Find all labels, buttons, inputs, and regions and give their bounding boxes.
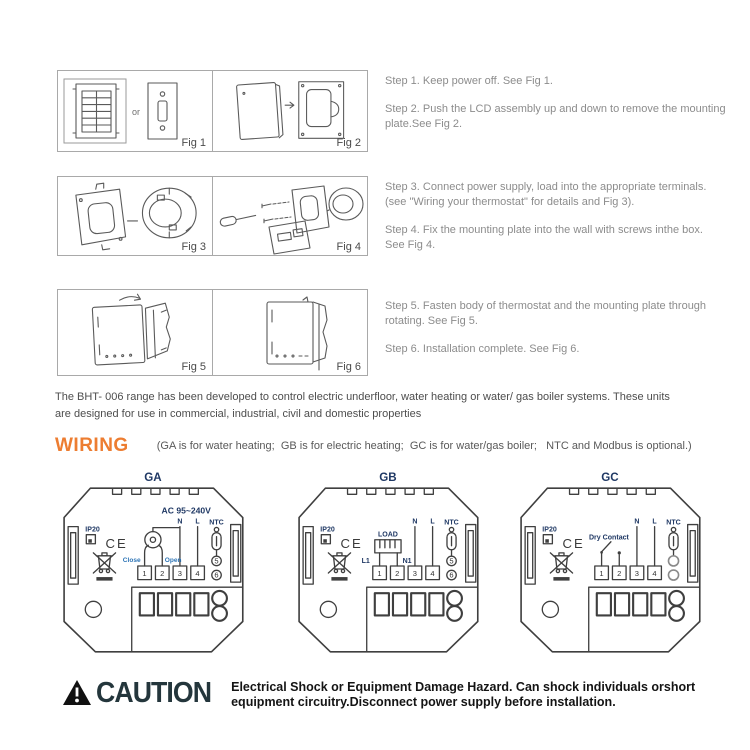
svg-text:5: 5 [449, 556, 454, 566]
product-description: The BHT- 006 range has been developed to control electric underfloor, water heating or water/ gas boiler systems. These units are designed for use in commercial, industrial, civil and domestic properties [55, 391, 670, 420]
warning-triangle-icon [62, 678, 92, 708]
svg-text:3: 3 [177, 569, 182, 579]
figure-fig5 [58, 290, 212, 375]
ip20-label: IP20 [85, 526, 100, 534]
gc-l-label: L [652, 518, 657, 526]
svg-text:NTC: NTC [444, 519, 459, 527]
ce-mark-icon: CE [562, 535, 585, 551]
step-2: Step 2. Push the LCD assembly up and down to remove the mounting plate.See Fig 2. [385, 103, 726, 130]
ga-close-label: Close [122, 556, 141, 564]
caution-word: CAUTION [96, 677, 212, 709]
gc-n-label: N [634, 518, 640, 526]
wiring-heading-row [55, 435, 692, 457]
svg-text:Dry Contact: Dry Contact [588, 534, 629, 542]
figure-fig3 [58, 177, 212, 255]
gb-l-label: L [430, 518, 435, 526]
wiring-diagram-ga [55, 468, 267, 670]
ga-l-label: L [195, 518, 200, 526]
svg-text:4: 4 [195, 569, 200, 579]
fig6-label: Fig 6 [336, 361, 361, 373]
ga-title: GA [144, 471, 162, 485]
figure-fig4 [212, 177, 367, 255]
ga-open-label: Open [164, 556, 182, 564]
ga-n-label: N [177, 518, 183, 526]
steps-1-2 [385, 74, 725, 145]
step-3: Step 3. Connect power supply, load into the appropriate terminals. (see "Wiring your thermostat" for details and Fig 3). [385, 181, 707, 208]
svg-text:3: 3 [412, 569, 417, 579]
fig3-label: Fig 3 [181, 241, 206, 253]
svg-text:6: 6 [214, 570, 219, 580]
caution-banner [62, 678, 695, 710]
ga-voltage-label: AC 95~240V [161, 505, 211, 516]
or-label: or [132, 107, 141, 117]
wiring-title: WIRING [55, 435, 129, 456]
gc-title: GC [601, 471, 619, 485]
svg-text:NTC: NTC [209, 519, 224, 527]
step-6: Step 6. Installation complete. See Fig 6. [385, 343, 580, 355]
svg-text:1: 1 [599, 569, 604, 579]
figure-fig1 [58, 71, 212, 151]
fig4-label: Fig 4 [336, 241, 361, 253]
svg-text:1: 1 [142, 569, 147, 579]
caution-text: Electrical Shock or Equipment Damage Hazard. Can shock individuals orshort equipment circuitry.Disconnect power supply before installation. [231, 680, 696, 709]
figure-box-row2 [57, 176, 368, 256]
svg-text:LOAD: LOAD [377, 531, 398, 539]
svg-text:4: 4 [430, 569, 435, 579]
figure-box-row3 [57, 289, 368, 376]
steps-5-6 [385, 299, 725, 370]
svg-text:NTC: NTC [666, 519, 681, 527]
gb-l1-label: L1 [361, 557, 370, 565]
fig1-label: Fig 1 [181, 137, 206, 149]
svg-text:2: 2 [160, 569, 165, 579]
svg-text:4: 4 [652, 569, 657, 579]
figure-box-row1 [57, 70, 368, 152]
svg-text:2: 2 [395, 569, 400, 579]
gb-title: GB [379, 471, 397, 485]
wiring-note: (GA is for water heating; GB is for electric heating; GC is for water/gas boiler; NTC and Modbus is optional.) [156, 440, 692, 452]
gb-n1-label: N1 [402, 557, 412, 565]
fig5-label: Fig 5 [181, 361, 206, 373]
svg-text:2: 2 [617, 569, 622, 579]
figure-fig2 [212, 71, 367, 151]
wiring-diagram-gb [290, 468, 502, 670]
wiring-diagram-gc [512, 468, 724, 670]
svg-text:5: 5 [214, 556, 219, 566]
ip20-label: IP20 [320, 526, 335, 534]
ip20-label: IP20 [542, 526, 557, 534]
steps-3-4 [385, 180, 725, 266]
gb-n-label: N [412, 518, 418, 526]
step-1: Step 1. Keep power off. See Fig 1. [385, 75, 553, 87]
fig2-label: Fig 2 [336, 137, 361, 149]
svg-text:6: 6 [449, 570, 454, 580]
ce-mark-icon: CE [105, 535, 128, 551]
svg-text:1: 1 [377, 569, 382, 579]
step-4: Step 4. Fix the mounting plate into the wall with screws inthe box. See Fig 4. [385, 224, 703, 251]
ce-mark-icon: CE [340, 535, 363, 551]
svg-text:3: 3 [634, 569, 639, 579]
step-5: Step 5. Fasten body of thermostat and the mounting plate through rotating. See Fig 5. [385, 300, 707, 327]
figure-fig6 [212, 290, 367, 375]
